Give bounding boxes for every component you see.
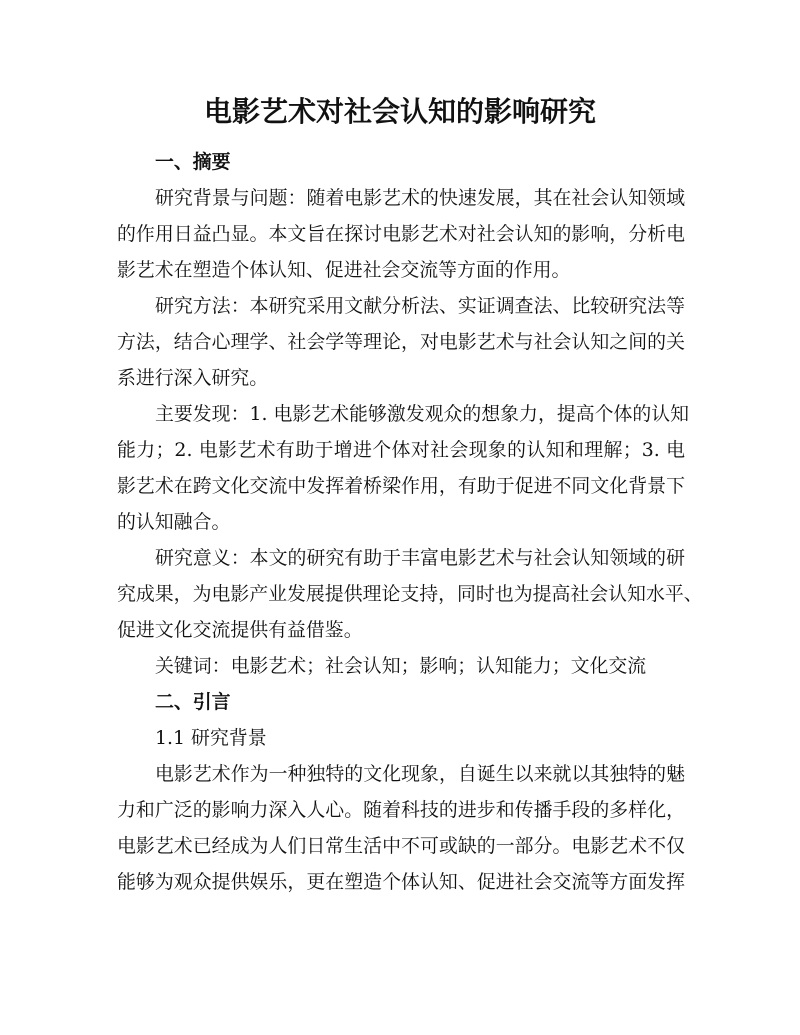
paragraph-background: [117, 180, 685, 288]
text-line: 的认知融合。: [117, 511, 231, 533]
section-heading-abstract: 一、摘要: [155, 151, 231, 173]
paragraph-significance: [117, 540, 703, 648]
text-line: 促进文化交流提供有益借鉴。: [117, 619, 363, 641]
text-line: 电影艺术已经成为人们日常生活中不可或缺的一部分。电影艺术不仅: [117, 835, 685, 857]
paragraph-findings: [117, 396, 690, 540]
text-line: 电影艺术作为一种独特的文化现象，自诞生以来就以其独特的魅: [155, 763, 685, 785]
keywords: 关键词：电影艺术；社会认知；影响；认知能力；文化交流: [155, 655, 647, 677]
text-line: 究成果，为电影产业发展提供理论支持，同时也为提高社会认知水平、: [117, 583, 703, 605]
text-line: 的作用日益凸显。本文旨在探讨电影艺术对社会认知的影响，分析电: [117, 223, 685, 245]
subsection-heading: 1.1 研究背景: [155, 727, 267, 749]
paragraph-methods: [117, 288, 685, 396]
text-line: 影艺术在塑造个体认知、促进社会交流等方面的作用。: [117, 259, 571, 281]
text-line: 能力；2. 电影艺术有助于增进个体对社会现象的认知和理解；3. 电: [117, 439, 685, 461]
document-title: 电影艺术对社会认知的影响研究: [203, 95, 596, 128]
text-line: 影艺术在跨文化交流中发挥着桥梁作用，有助于促进不同文化背景下: [117, 475, 685, 497]
text-line: 方法，结合心理学、社会学等理论，对电影艺术与社会认知之间的关: [117, 331, 685, 353]
text-line: 研究背景与问题：随着电影艺术的快速发展，其在社会认知领域: [155, 187, 685, 209]
section-heading-intro: 二、引言: [155, 691, 231, 713]
document-body: [117, 144, 703, 900]
text-line: 系进行深入研究。: [117, 367, 269, 389]
text-line: 主要发现：1. 电影艺术能够激发观众的想象力，提高个体的认知: [155, 403, 690, 425]
text-line: 力和广泛的影响力深入人心。随着科技的进步和传播手段的多样化，: [117, 799, 685, 821]
text-line: 能够为观众提供娱乐，更在塑造个体认知、促进社会交流等方面发挥: [117, 871, 685, 893]
text-line: 研究意义：本文的研究有助于丰富电影艺术与社会认知领域的研: [155, 547, 685, 569]
text-line: 研究方法：本研究采用文献分析法、实证调查法、比较研究法等: [155, 295, 685, 317]
paragraph-intro: [117, 756, 685, 900]
